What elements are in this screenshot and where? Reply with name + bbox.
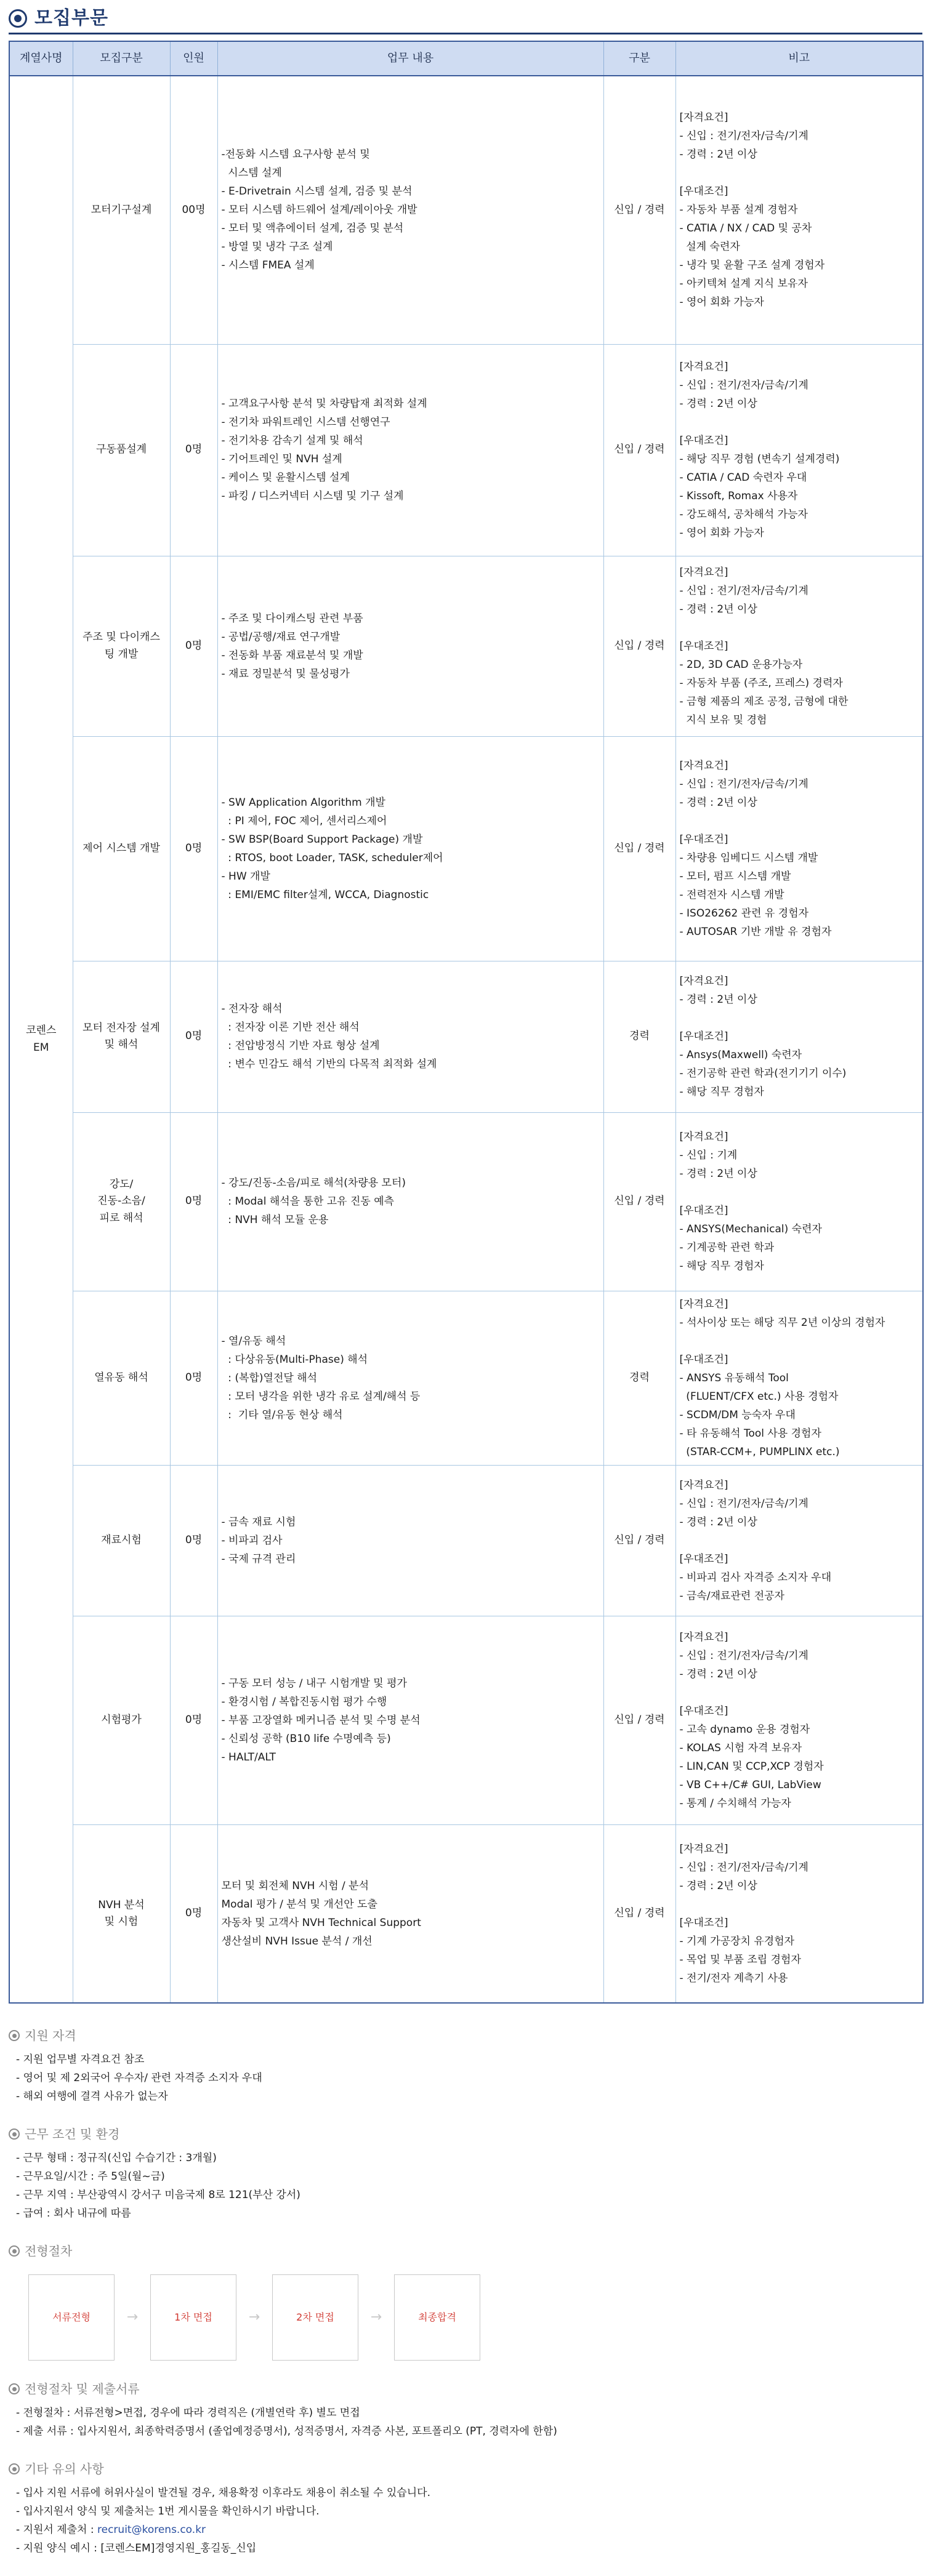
table-row bbox=[9, 736, 923, 961]
note-line: - 해당 직무 경험 (변속기 설계경력) bbox=[679, 453, 840, 465]
headcount-cell: 0명 bbox=[170, 736, 217, 961]
duty-line: : (복합)열전달 해석 bbox=[221, 1371, 318, 1384]
table-row bbox=[9, 1616, 923, 1824]
duty-line: - 전기차용 감속기 설계 및 해석 bbox=[221, 435, 363, 447]
table-row bbox=[9, 1291, 923, 1465]
division-cell bbox=[73, 961, 170, 1112]
division-line: 열유동 해석 bbox=[94, 1371, 148, 1384]
list-item: - 근무 지역 : 부산광역시 강서구 미음국제 8로 121(부산 강서) bbox=[16, 2189, 300, 2201]
duty-line: Modal 평가 / 분석 및 개선안 도출 bbox=[221, 1898, 377, 1911]
duties-cell bbox=[217, 1465, 603, 1616]
duty-line: - 주조 및 다이캐스팅 관련 부품 bbox=[221, 612, 363, 625]
target-circle-icon bbox=[9, 9, 27, 28]
page-title: 모집부문 bbox=[34, 7, 108, 29]
division-cell bbox=[73, 1291, 170, 1465]
duty-line: - 강도/진동-소음/피로 해석(차량용 모터) bbox=[221, 1177, 406, 1189]
section-title bbox=[9, 2241, 922, 2261]
duty-line: - 공법/공행/재료 연구개발 bbox=[221, 630, 341, 643]
headcount-cell: 0명 bbox=[170, 344, 217, 556]
type-cell: 신입 / 경력 bbox=[603, 736, 675, 961]
duties-cell bbox=[217, 76, 603, 344]
duty-line: - 케이스 및 윤활시스템 설계 bbox=[221, 471, 350, 484]
note-spacer bbox=[680, 1531, 919, 1550]
table-row bbox=[9, 1824, 923, 2003]
duty-line: - SW BSP(Board Support Package) 개발 bbox=[221, 833, 423, 846]
qualification-list bbox=[9, 2050, 922, 2106]
duties-cell bbox=[217, 556, 603, 736]
duty-line: : 전압방정식 기반 자료 형상 설계 bbox=[221, 1040, 380, 1052]
headcount-cell: 0명 bbox=[170, 1824, 217, 2003]
note-line: [자격요건] bbox=[679, 111, 728, 124]
note-line: [우대조건] bbox=[679, 1205, 728, 1217]
list-item: - 입사지원서 양식 및 제출처는 1번 게시물을 확인하시기 바랍니다. bbox=[16, 2505, 320, 2518]
duty-line: - 파킹 / 디스커넥터 시스템 및 기구 설계 bbox=[221, 490, 404, 502]
arrow-right-icon: → bbox=[370, 2309, 382, 2325]
duty-line: - 국제 규격 관리 bbox=[221, 1552, 296, 1565]
division-cell bbox=[73, 1465, 170, 1616]
duty-line: 생산설비 NVH Issue 분석 / 개선 bbox=[221, 1935, 373, 1948]
duties-cell bbox=[217, 1112, 603, 1291]
division-line: 및 시험 bbox=[104, 1915, 139, 1928]
note-line: [우대조건] bbox=[679, 435, 728, 447]
conditions-title: 근무 조건 및 환경 bbox=[25, 2127, 120, 2141]
division-line: 주조 및 다이캐스 bbox=[83, 631, 160, 644]
note-line: - 목업 및 부품 조립 경험자 bbox=[679, 1953, 801, 1966]
note-line: - 자동차 부품 설계 경험자 bbox=[679, 204, 798, 217]
column-header-headcount: 인원 bbox=[170, 41, 217, 76]
section-title bbox=[9, 2026, 922, 2045]
note-line: (STAR-CCM+, PUMPLINX etc.) bbox=[679, 1445, 840, 1458]
notes-cell bbox=[675, 344, 923, 556]
qualification-title: 지원 자격 bbox=[25, 2028, 76, 2043]
duty-line: : NVH 해석 모듈 운용 bbox=[221, 1214, 329, 1226]
note-spacer bbox=[680, 1009, 919, 1027]
note-line: - CATIA / CAD 숙련자 우대 bbox=[679, 471, 807, 484]
process-step: 최종합격 bbox=[394, 2274, 480, 2361]
note-line: - 경력 : 2년 이상 bbox=[679, 1168, 757, 1180]
note-line: - KOLAS 시험 자격 보유자 bbox=[679, 1741, 802, 1754]
note-line: [자격요건] bbox=[679, 1298, 728, 1310]
page-header bbox=[9, 4, 922, 34]
division-cell bbox=[73, 1616, 170, 1824]
note-spacer bbox=[680, 812, 919, 830]
process-title: 전형절차 bbox=[25, 2244, 73, 2258]
duty-line: - 전자장 해석 bbox=[221, 1003, 283, 1015]
duty-line: : 기타 열/유동 현상 해석 bbox=[221, 1408, 343, 1421]
division-line: 강도/ bbox=[109, 1178, 134, 1191]
section-title bbox=[9, 2459, 922, 2479]
note-line: - 기계 가공장치 유경험자 bbox=[679, 1935, 795, 1948]
duty-line: - E-Drivetrain 시스템 설계, 검증 및 분석 bbox=[221, 185, 413, 198]
note-line: [자격요건] bbox=[679, 1842, 728, 1855]
division-line: 제어 시스템 개발 bbox=[83, 841, 160, 854]
duties-cell bbox=[217, 961, 603, 1112]
note-spacer bbox=[680, 413, 919, 431]
division-line: 재료시험 bbox=[101, 1533, 142, 1546]
duty-line: 시스템 설계 bbox=[221, 167, 282, 180]
note-line: [우대조건] bbox=[679, 833, 728, 846]
duty-line: - 환경시험 / 복합진동시험 평가 수행 bbox=[221, 1695, 387, 1708]
type-cell: 신입 / 경력 bbox=[603, 76, 675, 344]
note-line: - ISO26262 관련 유 경험자 bbox=[679, 907, 809, 920]
notes-cell bbox=[675, 1616, 923, 1824]
note-line: 설계 숙련자 bbox=[679, 241, 740, 254]
note-line: [우대조건] bbox=[679, 1552, 728, 1565]
note-line: [우대조건] bbox=[679, 185, 728, 198]
division-cell bbox=[73, 1824, 170, 2003]
note-line: - 신입 : 전기/전자/금속/기계 bbox=[679, 1861, 808, 1874]
type-cell: 신입 / 경력 bbox=[603, 1824, 675, 2003]
note-spacer bbox=[680, 1183, 919, 1202]
headcount-cell: 0명 bbox=[170, 961, 217, 1112]
note-line: - 고속 dynamo 운용 경험자 bbox=[679, 1723, 810, 1736]
note-line: - 모터, 펌프 시스템 개발 bbox=[679, 870, 791, 883]
note-line: - 영어 회화 가능자 bbox=[679, 527, 764, 539]
target-circle-icon bbox=[9, 2245, 20, 2257]
list-item: - 근무 형태 : 정규직(신입 수습기간 : 3개월) bbox=[16, 2152, 217, 2164]
table-row bbox=[9, 76, 923, 344]
list-item: - 전형절차 : 서류전형>면접, 경우에 따라 경력직은 (개별연락 후) 별도 면접 bbox=[16, 2407, 360, 2419]
etc-section bbox=[9, 2459, 922, 2558]
division-line: 피로 해석 bbox=[99, 1211, 143, 1224]
note-line: [우대조건] bbox=[679, 1353, 728, 1366]
duties-cell bbox=[217, 736, 603, 961]
documents-title: 전형절차 및 제출서류 bbox=[25, 2381, 140, 2396]
note-line: - 기계공학 관련 학과 bbox=[679, 1242, 775, 1254]
duties-cell bbox=[217, 1824, 603, 2003]
note-line: - Ansys(Maxwell) 숙련자 bbox=[679, 1049, 802, 1061]
note-line: - 신입 : 전기/전자/금속/기계 bbox=[679, 1497, 808, 1510]
note-spacer bbox=[680, 1895, 919, 1914]
process-step: 1차 면접 bbox=[150, 2274, 236, 2361]
duty-line: - 모터 시스템 하드웨어 설계/레이아웃 개발 bbox=[221, 204, 417, 217]
note-line: - LIN,CAN 및 CCP,XCP 경험자 bbox=[679, 1760, 824, 1773]
note-line: - 경력 : 2년 이상 bbox=[679, 1667, 757, 1680]
target-circle-icon bbox=[9, 2030, 20, 2041]
duty-line: - 재료 정밀분석 및 물성평가 bbox=[221, 667, 350, 680]
qualification-section bbox=[9, 2026, 922, 2106]
duty-line: - 부품 고장열화 메커니즘 분석 및 수명 분석 bbox=[221, 1714, 421, 1727]
note-line: - 경력 : 2년 이상 bbox=[679, 1515, 757, 1528]
duty-line: : 다상유동(Multi-Phase) 해석 bbox=[221, 1353, 368, 1366]
duty-line: - 열/유동 해석 bbox=[221, 1334, 286, 1347]
headcount-cell: 00명 bbox=[170, 76, 217, 344]
duty-line: - 모터 및 액츄에이터 설계, 검증 및 분석 bbox=[221, 222, 404, 235]
duties-cell bbox=[217, 1291, 603, 1465]
note-line: - 냉각 및 윤활 구조 설계 경험자 bbox=[679, 259, 825, 272]
division-line: 모터 전자장 설계 bbox=[83, 1021, 160, 1034]
note-line: - 석사이상 또는 해당 직무 2년 이상의 경험자 bbox=[679, 1316, 885, 1329]
company-name-line: 코렌스 bbox=[26, 1024, 57, 1037]
duty-line: 모터 및 회전체 NVH 시험 / 분석 bbox=[221, 1879, 369, 1892]
note-line: - ANSYS 유동해석 Tool bbox=[679, 1371, 789, 1384]
note-spacer bbox=[680, 164, 919, 182]
note-line: - 타 유동해석 Tool 사용 경험자 bbox=[679, 1427, 821, 1440]
note-line: - 신입 : 전기/전자/금속/기계 bbox=[679, 379, 808, 391]
target-circle-icon bbox=[9, 2129, 20, 2140]
process-section bbox=[9, 2241, 922, 2361]
job-table-body bbox=[9, 76, 923, 2003]
note-line: - CATIA / NX / CAD 및 공차 bbox=[679, 222, 812, 235]
note-line: - SCDM/DM 능숙자 우대 bbox=[679, 1408, 796, 1421]
conditions-section bbox=[9, 2124, 922, 2223]
duties-cell bbox=[217, 1616, 603, 1824]
note-line: - 신입 : 전기/전자/금속/기계 bbox=[679, 1649, 808, 1662]
note-line: - 신입 : 전기/전자/금속/기계 bbox=[679, 777, 808, 790]
note-line: [자격요건] bbox=[679, 759, 728, 772]
headcount-cell: 0명 bbox=[170, 1465, 217, 1616]
table-row bbox=[9, 961, 923, 1112]
division-line: NVH 분석 bbox=[98, 1898, 145, 1911]
division-cell bbox=[73, 736, 170, 961]
note-line: - 2D, 3D CAD 운용가능자 bbox=[679, 658, 803, 671]
note-line: - 금속/재료관련 전공자 bbox=[679, 1589, 784, 1602]
notes-cell bbox=[675, 736, 923, 961]
duties-cell bbox=[217, 344, 603, 556]
duty-line: : PI 제어, FOC 제어, 센서리스제어 bbox=[221, 814, 387, 827]
column-header-notes: 비고 bbox=[675, 41, 923, 76]
note-line: [자격요건] bbox=[679, 975, 728, 987]
table-row bbox=[9, 1112, 923, 1291]
division-cell bbox=[73, 1112, 170, 1291]
duty-line: - HW 개발 bbox=[221, 870, 270, 883]
note-line: - 해당 직무 경험자 bbox=[679, 1260, 764, 1272]
note-spacer bbox=[680, 619, 919, 637]
duty-line: - 신뢰성 공학 (B10 life 수명예측 등) bbox=[221, 1732, 391, 1745]
list-item: - 근무요일/시간 : 주 5일(월~금) bbox=[16, 2170, 165, 2183]
note-line: [자격요건] bbox=[679, 1479, 728, 1491]
etc-list bbox=[9, 2484, 922, 2558]
type-cell: 경력 bbox=[603, 961, 675, 1112]
page bbox=[0, 4, 931, 2576]
note-line: - 영어 회화 가능자 bbox=[679, 296, 764, 309]
duty-line: - 비파괴 검사 bbox=[221, 1534, 283, 1547]
note-line: [자격요건] bbox=[679, 1131, 728, 1143]
division-cell bbox=[73, 76, 170, 344]
headcount-cell: 0명 bbox=[170, 556, 217, 736]
email-link[interactable]: recruit@korens.co.kr bbox=[97, 2524, 206, 2536]
type-cell: 신입 / 경력 bbox=[603, 344, 675, 556]
note-line: - 경력 : 2년 이상 bbox=[679, 148, 757, 161]
note-line: - 경력 : 2년 이상 bbox=[679, 603, 757, 616]
duty-line: - 고객요구사항 분석 및 차량탑재 최적화 설계 bbox=[221, 398, 427, 410]
email-label: - 지원서 제출처 : bbox=[16, 2524, 98, 2536]
etc-title: 기타 유의 사항 bbox=[25, 2462, 104, 2476]
note-line: - 전력전자 시스템 개발 bbox=[679, 888, 784, 901]
notes-cell bbox=[675, 556, 923, 736]
note-line: [자격요건] bbox=[679, 566, 728, 579]
note-spacer bbox=[680, 1332, 919, 1350]
note-line: (FLUENT/CFX etc.) 사용 경험자 bbox=[679, 1390, 839, 1403]
target-circle-icon bbox=[9, 2383, 20, 2394]
type-cell: 신입 / 경력 bbox=[603, 556, 675, 736]
note-line: - 전기/전자 계측기 사용 bbox=[679, 1972, 788, 1984]
type-cell: 경력 bbox=[603, 1291, 675, 1465]
division-line: 시험평가 bbox=[101, 1713, 142, 1726]
process-flow bbox=[28, 2274, 922, 2361]
company-name-line: EM bbox=[33, 1041, 49, 1054]
note-line: [자격요건] bbox=[679, 1631, 728, 1643]
notes-cell bbox=[675, 1465, 923, 1616]
type-cell: 신입 / 경력 bbox=[603, 1465, 675, 1616]
headcount-cell: 0명 bbox=[170, 1616, 217, 1824]
target-circle-icon bbox=[9, 2463, 20, 2474]
note-line: [우대조건] bbox=[679, 1030, 728, 1043]
division-line: 모터기구설계 bbox=[91, 203, 152, 216]
note-line: - 아키텍쳐 설계 지식 보유자 bbox=[679, 278, 808, 291]
note-line: - 강도해석, 공차해석 가능자 bbox=[679, 508, 808, 521]
note-line: - 경력 : 2년 이상 bbox=[679, 796, 757, 809]
table-row bbox=[9, 556, 923, 736]
list-item: - 지원 양식 예시 : [코렌스EM]경영지원_홍길동_신입 bbox=[16, 2542, 257, 2554]
note-line: - 통계 / 수치해석 가능자 bbox=[679, 1797, 791, 1810]
arrow-right-icon: → bbox=[248, 2309, 260, 2325]
duty-line: -전동화 시스템 요구사항 분석 및 bbox=[221, 148, 370, 161]
note-line: [우대조건] bbox=[679, 640, 728, 652]
note-line: - Kissoft, Romax 사용자 bbox=[679, 490, 798, 502]
duty-line: - 전기차 파워트레인 시스템 선행연구 bbox=[221, 416, 390, 428]
list-item: - 제출 서류 : 입사지원서, 최종학력증명서 (졸업예정증명서), 성적증명서, 자격증 사본, 포트폴리오 (PT, 경력자에 한함) bbox=[16, 2425, 557, 2438]
section-title bbox=[9, 2124, 922, 2144]
process-step: 2차 면접 bbox=[272, 2274, 358, 2361]
note-line: [우대조건] bbox=[679, 1704, 728, 1717]
duty-line: : 변수 민감도 해석 기반의 다목적 최적화 설계 bbox=[221, 1058, 437, 1070]
list-item: - 입사 지원 서류에 허위사실이 발견될 경우, 채용확정 이후라도 채용이 취소될 수 있습니다. bbox=[16, 2487, 430, 2499]
division-line: 구동품설계 bbox=[95, 443, 147, 456]
note-line: - 신입 : 전기/전자/금속/기계 bbox=[679, 584, 808, 597]
duty-line: : Modal 해석을 통한 고유 진동 예측 bbox=[221, 1195, 395, 1208]
documents-section bbox=[9, 2379, 922, 2441]
duty-line: : 전자장 이론 기반 전산 해석 bbox=[221, 1021, 360, 1033]
note-line: - 전기공학 관련 학과(전기기기 이수) bbox=[679, 1067, 847, 1080]
division-line: 진동-소음/ bbox=[97, 1195, 145, 1208]
notes-cell bbox=[675, 1824, 923, 2003]
note-line: - 자동차 부품 (주조, 프레스) 경력자 bbox=[679, 676, 843, 689]
table-row bbox=[9, 1465, 923, 1616]
notes-cell bbox=[675, 961, 923, 1112]
duty-line: - 기어트레인 및 NVH 설계 bbox=[221, 453, 342, 465]
note-line: - 금형 제품의 제조 공정, 금형에 대한 bbox=[679, 695, 848, 708]
company-cell bbox=[9, 76, 73, 2003]
conditions-list bbox=[9, 2149, 922, 2223]
duty-line: - 방열 및 냉각 구조 설계 bbox=[221, 241, 333, 254]
division-line: 및 해석 bbox=[104, 1038, 139, 1051]
duty-line: - 금속 재료 시험 bbox=[221, 1515, 296, 1528]
division-cell bbox=[73, 556, 170, 736]
list-item: - 영어 및 제 2외국어 우수자/ 관련 자격증 소지자 우대 bbox=[16, 2072, 262, 2084]
note-line: [자격요건] bbox=[679, 361, 728, 373]
note-line: - 해당 직무 경험자 bbox=[679, 1086, 764, 1098]
type-cell: 신입 / 경력 bbox=[603, 1616, 675, 1824]
note-line: - VB C++/C# GUI, LabView bbox=[679, 1778, 821, 1791]
duty-line: - 전동화 부품 재료분석 및 개발 bbox=[221, 649, 363, 662]
list-item: - 해외 여행에 결격 사유가 없는자 bbox=[16, 2090, 168, 2103]
headcount-cell: 0명 bbox=[170, 1112, 217, 1291]
duty-line: - HALT/ALT bbox=[221, 1751, 276, 1763]
note-line: - 차량용 임베디드 시스템 개발 bbox=[679, 851, 818, 864]
duty-line: - 시스템 FMEA 설계 bbox=[221, 259, 315, 272]
duty-line: - SW Application Algorithm 개발 bbox=[221, 796, 385, 809]
notes-cell bbox=[675, 1112, 923, 1291]
column-header-company: 계열사명 bbox=[9, 41, 73, 76]
division-line: 팅 개발 bbox=[104, 648, 139, 660]
table-row bbox=[9, 344, 923, 556]
note-line: - 신입 : 기계 bbox=[679, 1149, 738, 1162]
column-header-division: 모집구분 bbox=[73, 41, 170, 76]
note-line: - 경력 : 2년 이상 bbox=[679, 1879, 757, 1892]
note-line: [우대조건] bbox=[679, 1916, 728, 1929]
process-step: 서류전형 bbox=[28, 2274, 115, 2361]
job-table bbox=[9, 41, 924, 2004]
duty-line: : 모터 냉각을 위한 냉각 유로 설계/해석 등 bbox=[221, 1390, 421, 1403]
note-line: - ANSYS(Mechanical) 숙련자 bbox=[679, 1223, 822, 1235]
list-item: - 급여 : 회사 내규에 따름 bbox=[16, 2207, 131, 2220]
column-header-type: 구분 bbox=[603, 41, 675, 76]
note-line: - AUTOSAR 기반 개발 유 경험자 bbox=[679, 925, 832, 938]
duty-line: : EMI/EMC filter설계, WCCA, Diagnostic bbox=[221, 888, 429, 901]
duty-line: : RTOS, boot Loader, TASK, scheduler제어 bbox=[221, 851, 443, 864]
arrow-right-icon: → bbox=[126, 2309, 139, 2325]
list-item bbox=[16, 2521, 922, 2539]
note-line: 지식 보유 및 경험 bbox=[679, 713, 767, 726]
notes-cell bbox=[675, 76, 923, 344]
type-cell: 신입 / 경력 bbox=[603, 1112, 675, 1291]
table-header-row bbox=[9, 41, 923, 76]
column-header-duties: 업무 내용 bbox=[217, 41, 603, 76]
note-line: - 비파괴 검사 자격증 소지자 우대 bbox=[679, 1571, 832, 1584]
documents-list bbox=[9, 2404, 922, 2441]
note-spacer bbox=[680, 1683, 919, 1702]
note-line: - 신입 : 전기/전자/금속/기계 bbox=[679, 130, 808, 143]
notes-cell bbox=[675, 1291, 923, 1465]
note-line: - 경력 : 2년 이상 bbox=[679, 398, 757, 410]
headcount-cell: 0명 bbox=[170, 1291, 217, 1465]
division-cell bbox=[73, 344, 170, 556]
section-title bbox=[9, 2379, 922, 2399]
duty-line: 자동차 및 고객사 NVH Technical Support bbox=[221, 1916, 421, 1929]
duty-line: - 구동 모터 성능 / 내구 시험개발 및 평가 bbox=[221, 1677, 407, 1690]
list-item: - 지원 업무별 자격요건 참조 bbox=[16, 2053, 145, 2066]
note-line: - 경력 : 2년 이상 bbox=[679, 993, 757, 1006]
